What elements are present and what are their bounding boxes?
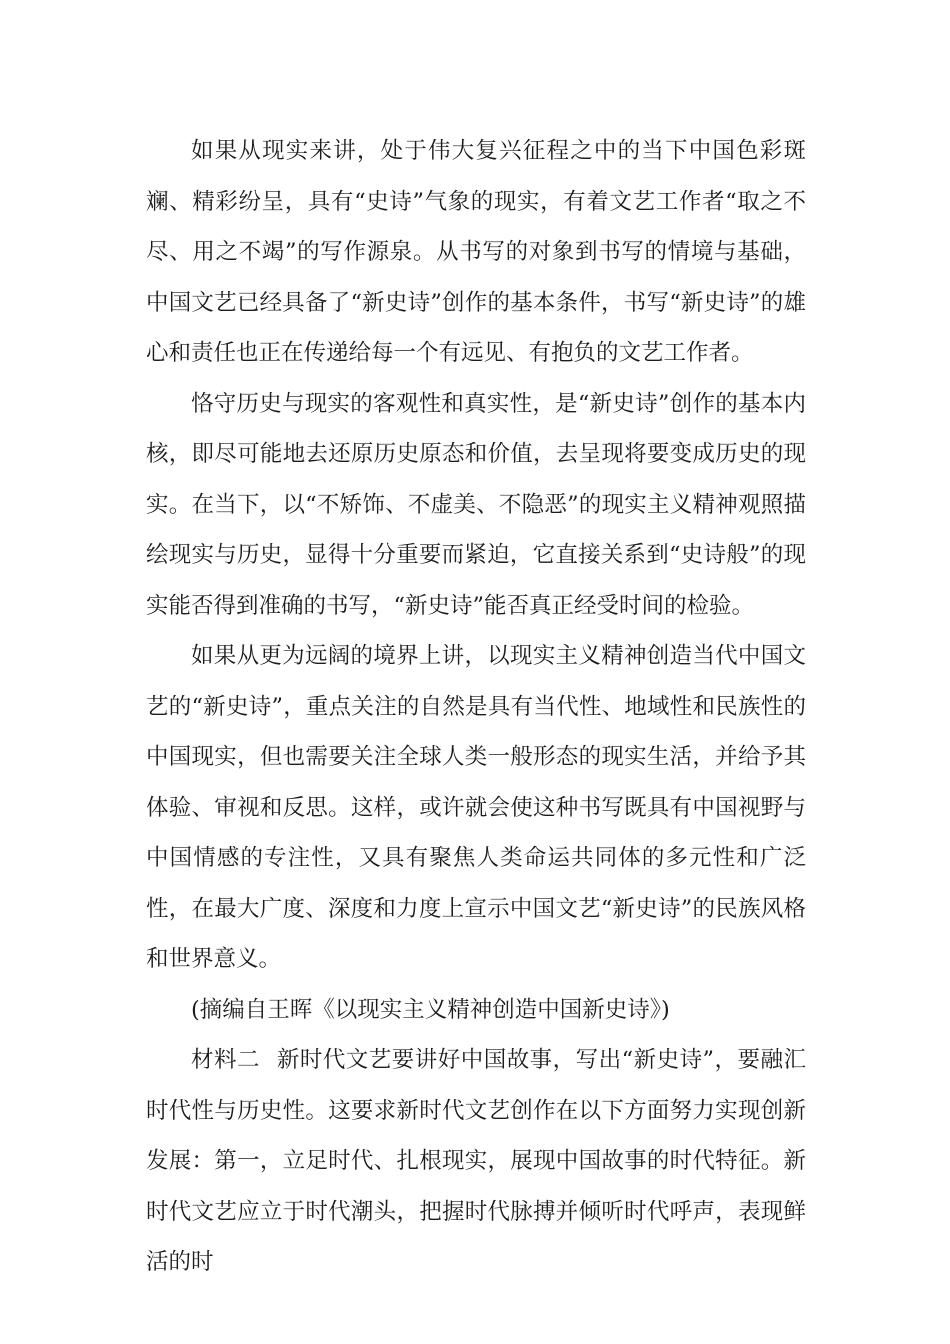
document-body (146, 126, 806, 1288)
paragraph-1: 如果从现实来讲，处于伟大复兴征程之中的当下中国色彩斑斓、精彩纷呈，具有“史诗”气象的现实，有着文艺工作者“取之不尽、用之不竭”的写作源泉。从书写的对象到书写的情境与基础，中国文艺已经具备了“新史诗”创作的基本条件，书写“新史诗”的雄心和责任也正在传递给每一个有远见、有抱负的文艺工作者。 (146, 138, 806, 366)
material-two-label: 材料二 (191, 1047, 260, 1073)
paragraph-3: 如果从更为远阔的境界上讲，以现实主义精神创造当代中国文艺的“新史诗”，重点关注的自然是具有当代性、地域性和民族性的中国现实，但也需要关注全球人类一般形态的现实生活，并给予其体验、审视和反思。这样，或许就会使这种书写既具有中国视野与中国情感的专注性，又具有聚焦人类命运共同体的多元性和广泛性，在最大广度、深度和力度上宣示中国文艺“新史诗”的民族风格和世界意义。 (146, 643, 806, 972)
paragraph-2: 恪守历史与现实的客观性和真实性，是“新史诗”创作的基本内核，即尽可能地去还原历史原态和价值，去呈现将要变成历史的现实。在当下，以“不矫饰、不虚美、不隐恶”的现实主义精神观照描绘现实与历史，显得十分重要而紧迫，它直接关系到“史诗般”的现实能否得到准确的书写，“新史诗”能否真正经受时间的检验。 (146, 390, 806, 619)
material-two-paragraph (146, 1035, 806, 1288)
source-note: (摘编自王晖《以现实主义精神创造中国新史诗》) (191, 996, 670, 1023)
material-two-text: 新时代文艺要讲好中国故事，写出“新史诗”，要融汇时代性与历史性。这要求新时代文艺创作在以下方面努力实现创新发展：第一，立足时代、扎根现实，展现中国故事的时代特征。新时代文艺应立于时代潮头，把握时代脉搏并倾听时代呼声，表现鲜活的时 (146, 1047, 806, 1275)
